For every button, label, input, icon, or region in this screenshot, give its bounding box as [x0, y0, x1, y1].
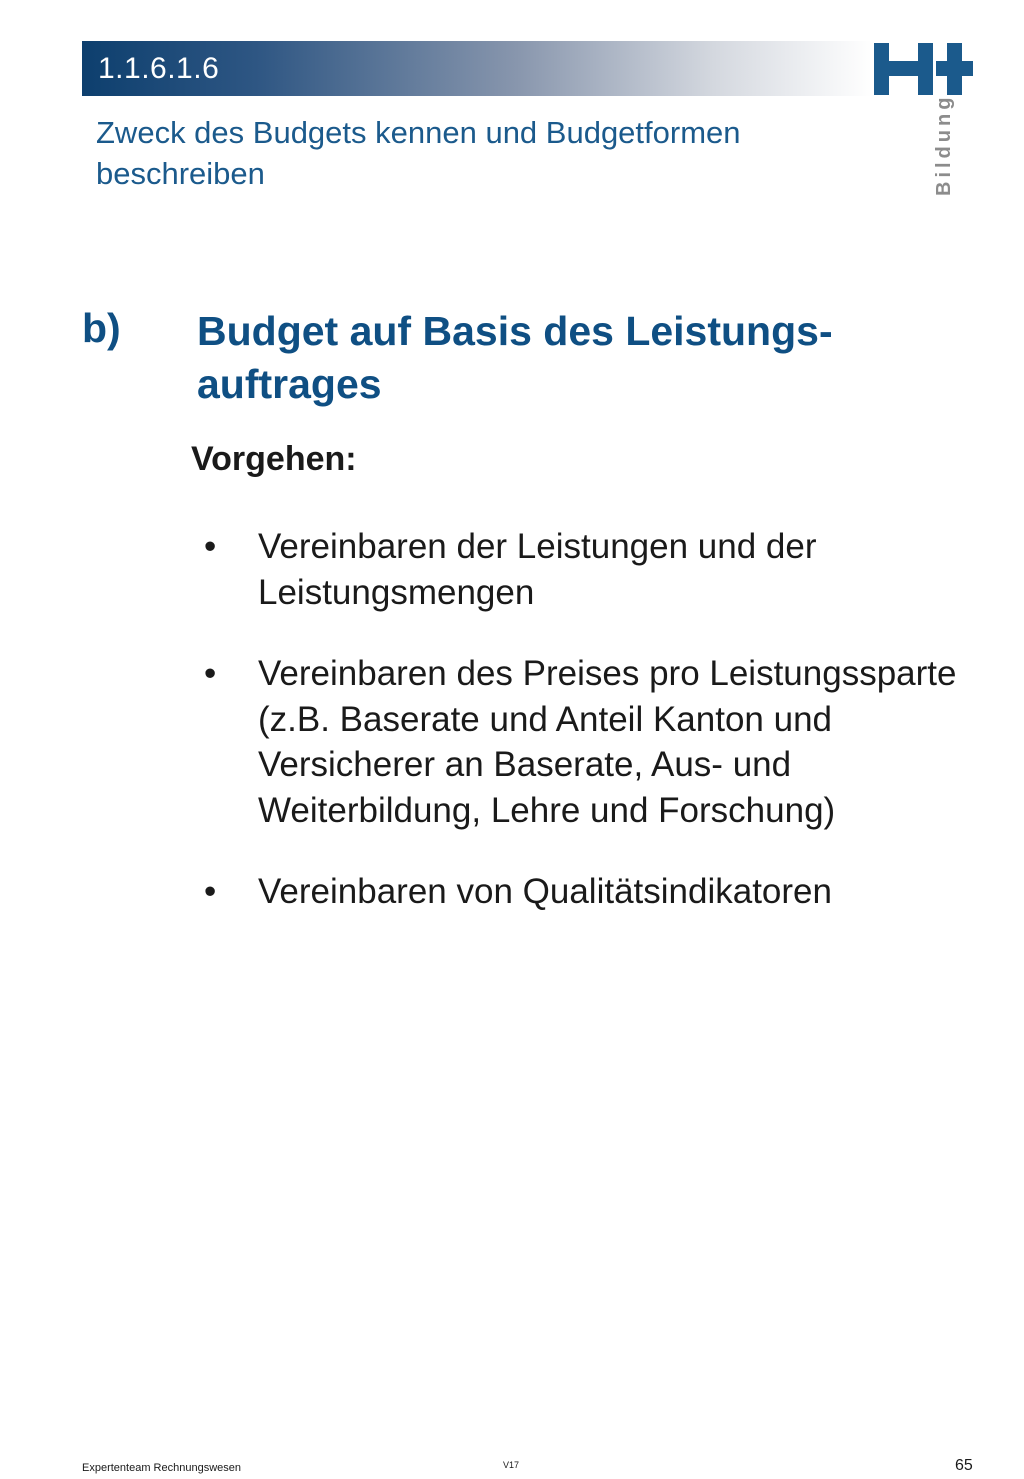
list-item [200, 651, 980, 833]
section-number: 1.1.6.1.6 [98, 52, 220, 85]
page-subtitle: Zweck des Budgets kennen und Budgetformen beschreiben [96, 115, 741, 191]
bullet-list [200, 524, 980, 915]
page-number: 65 [955, 1457, 973, 1474]
bullet-text: Vereinbaren des Preises pro Leistungssparte (z.B. Baserate und Anteil Kanton und Versicherer an Baserate, Aus- und Weiterbildung, Lehre und Forschung) [258, 654, 957, 830]
bullet-text: Vereinbaren der Leistungen und der Leistungsmengen [258, 527, 817, 612]
footer-version: V17 [503, 1460, 520, 1470]
procedure-label: Vorgehen: [191, 440, 357, 478]
list-item [200, 524, 980, 615]
h-plus-logo [872, 40, 977, 200]
bullet-icon: • [204, 654, 217, 693]
section-title: Budget auf Basis des Leistungs-auftrages [197, 308, 833, 407]
section-marker: b) [82, 305, 121, 351]
section-header-bar [82, 41, 872, 96]
bullet-icon: • [204, 872, 217, 911]
list-item [200, 869, 980, 915]
footer-team: Expertenteam Rechnungswesen [82, 1462, 241, 1474]
bullet-icon: • [204, 527, 217, 566]
logo-wordmark: Bildung [933, 93, 955, 196]
bullet-text: Vereinbaren von Qualitätsindikatoren [258, 872, 832, 911]
